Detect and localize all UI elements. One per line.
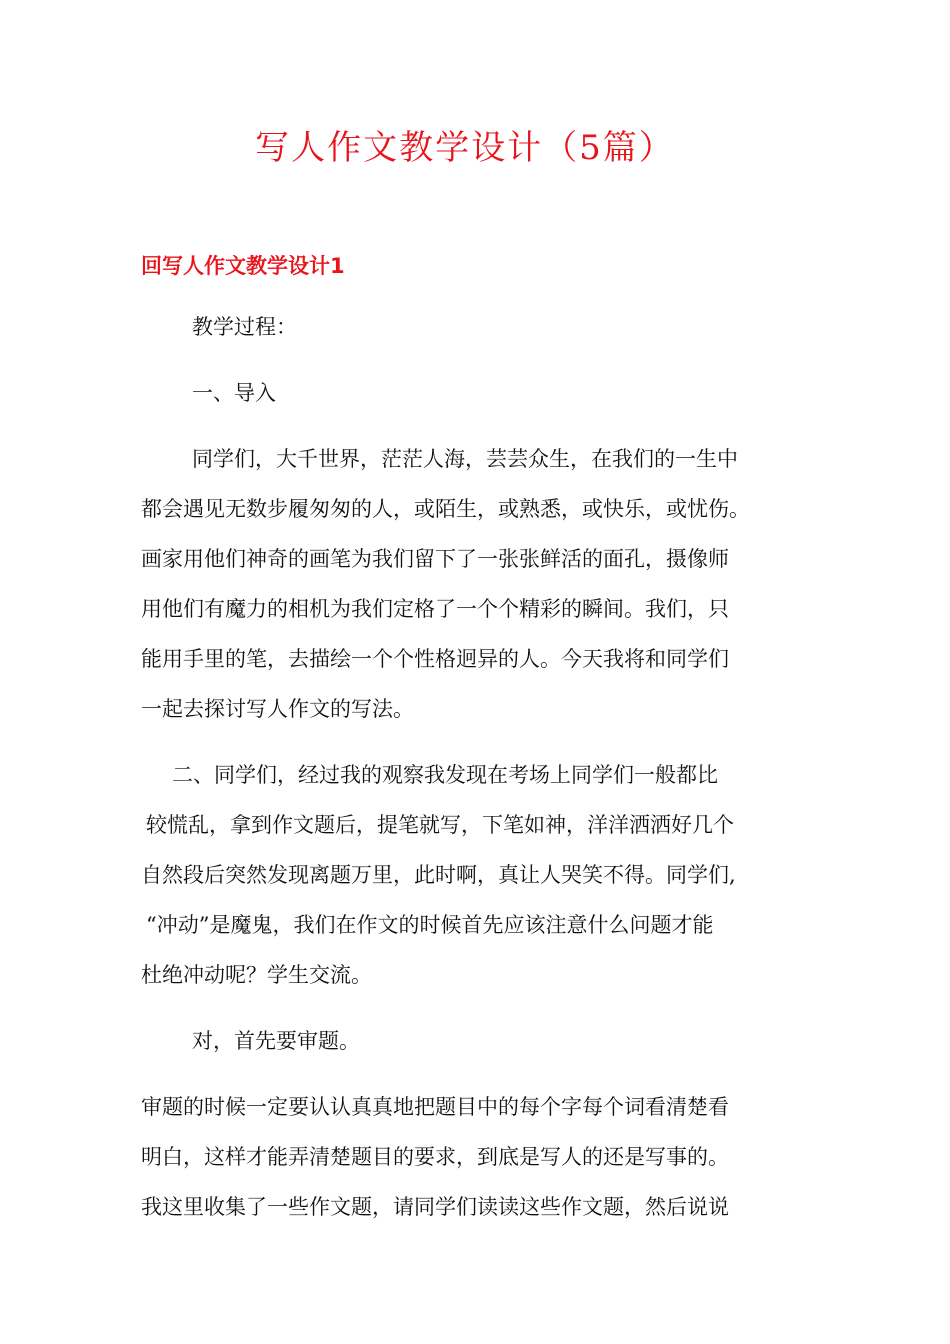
intro-line-3: 画家用他们神奇的画笔为我们留下了一张张鲜活的面孔，摄像师	[141, 547, 729, 571]
intro-line-5: 能用手里的笔，去描绘一个个性格迥异的人。今天我将和同学们	[141, 647, 729, 671]
step-two-line-2: 较慌乱，拿到作文题后，提笔就写，下笔如神，洋洋洒洒好几个	[146, 813, 734, 837]
intro-line-4: 用他们有魔力的相机为我们定格了一个个精彩的瞬间。我们，只	[141, 597, 729, 621]
step-two-line-3: 自然段后突然发现离题万里，此时啊，真让人哭笑不得。同学们,	[141, 863, 736, 887]
section-heading: 回写人作文教学设计1	[141, 254, 345, 278]
document-title: 写人作文教学设计（5篇）	[255, 128, 675, 168]
step-two-line-4: “冲动”是魔鬼，我们在作文的时候首先应该注意什么问题才能	[146, 913, 714, 937]
step-two-line-5: 杜绝冲动呢？学生交流。	[141, 963, 372, 987]
process-label: 教学过程：	[192, 315, 297, 339]
intro-line-6: 一起去探讨写人作文的写法。	[141, 697, 414, 721]
step-two-line-1: 二、同学们，经过我的观察我发现在考场上同学们一般都比	[172, 763, 718, 787]
intro-line-2: 都会遇见无数步履匆匆的人，或陌生，或熟悉，或快乐，或忧伤。	[141, 497, 750, 521]
review-line-3: 我这里收集了一些作文题，请同学们读读这些作文题，然后说说	[141, 1195, 729, 1219]
review-line-1: 审题的时候一定要认认真真地把题目中的每个字每个词看清楚看	[141, 1095, 729, 1119]
review-line-2: 明白，这样才能弄清楚题目的要求，到底是写人的还是写事的。	[141, 1145, 729, 1169]
answer-line: 对，首先要审题。	[192, 1029, 360, 1053]
intro-line-1: 同学们，大千世界，茫茫人海，芸芸众生，在我们的一生中	[192, 447, 738, 471]
step-one-heading: 一、导入	[192, 381, 276, 405]
